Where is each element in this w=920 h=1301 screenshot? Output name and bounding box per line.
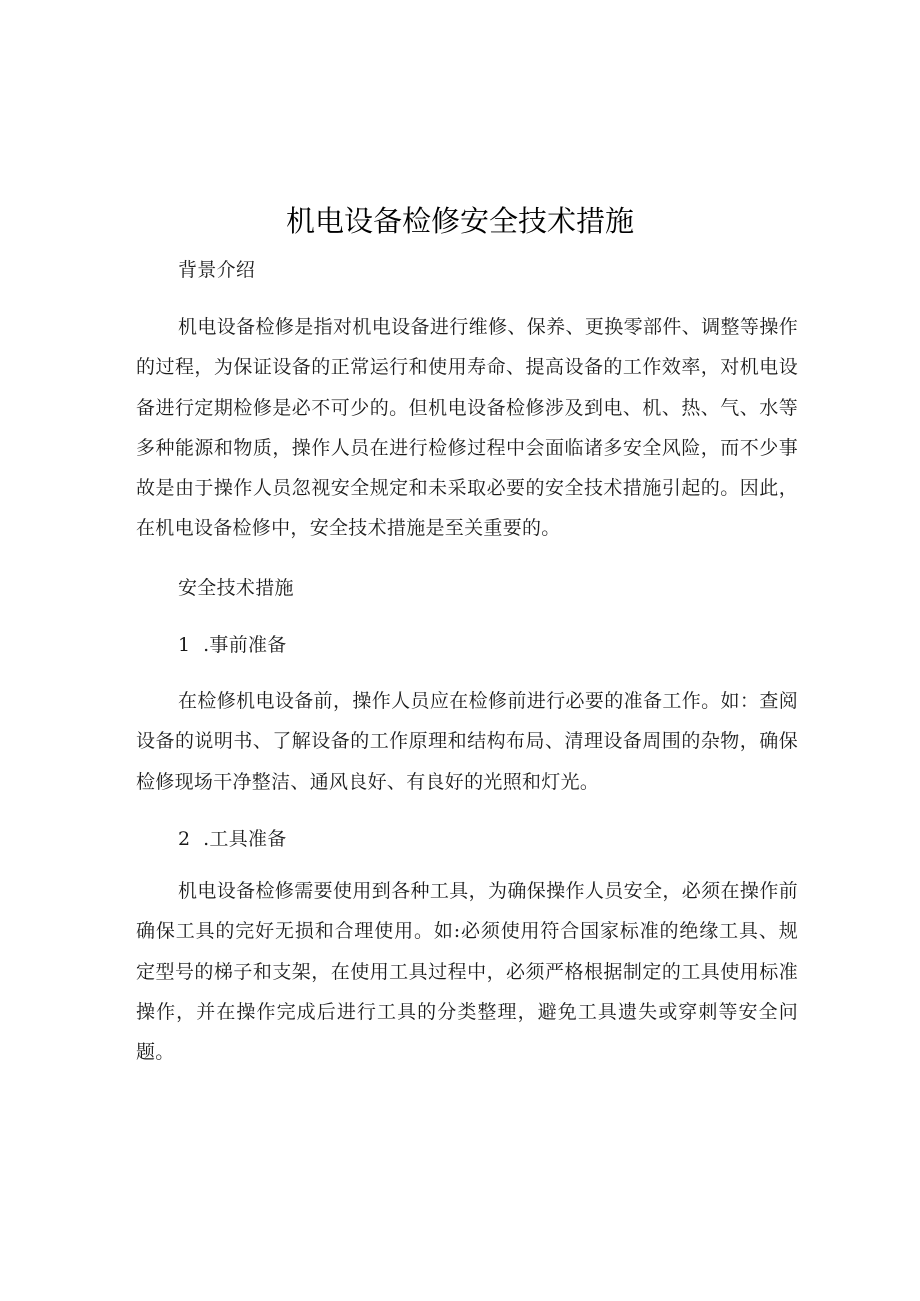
document-title: 机电设备检修安全技术措施: [285, 204, 634, 238]
subheading-prior-preparation: 1 .事前准备: [178, 634, 287, 656]
subheading-tool-preparation: 2 .工具准备: [178, 828, 287, 850]
paragraph-prior-preparation: 在检修机电设备前，操作人员应在检修前进行必要的准备工作。如：查阅设备的说明书、了解设备的工作原理和结构布局、清理设备周围的杂物，确保检修现场干净整洁、通风良好、有良好的光照和灯光。: [136, 690, 798, 793]
paragraph-background: 机电设备检修是指对机电设备进行维修、保养、更换零部件、调整等操作的过程，为保证设备的正常运行和使用寿命、提高设备的工作效率，对机电设备进行定期检修是必不可少的。但机电设备检修涉及到电、机、热、气、水等多种能源和物质，操作人员在进行检修过程中会面临诸多安全风险，而不少事故是由于操作人员忽视安全规定和未采取必要的安全技术措施引起的。因此，在机电设备检修中，安全技术措施是至关重要的。: [136, 316, 798, 540]
paragraph-tool-preparation: 机电设备检修需要使用到各种工具，为确保操作人员安全，必须在操作前确保工具的完好无损和合理使用。如:必须使用符合国家标准的绝缘工具、规定型号的梯子和支架，在使用工具过程中，必须严格根据制定的工具使用标准操作，并在操作完成后进行工具的分类整理，避免工具遗失或穿刺等安全问题。: [136, 880, 798, 1064]
section-heading-background: 背景介绍: [178, 259, 256, 281]
section-heading-safety-measures: 安全技术措施: [178, 577, 294, 599]
